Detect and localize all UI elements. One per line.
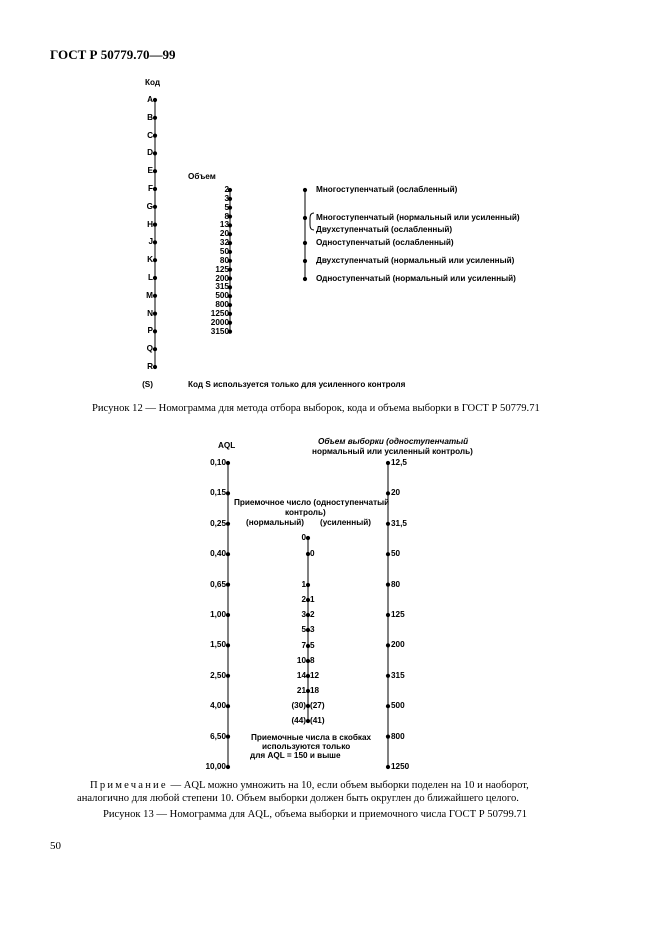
sample-tick — [386, 643, 390, 647]
page-number: 50 — [50, 840, 61, 852]
code-label: R — [147, 362, 153, 371]
acceptance-tightened-label: (усиленный) — [320, 518, 371, 527]
acceptance-note-line3: для AQL = 150 и выше — [250, 751, 341, 760]
code-label: C — [147, 130, 153, 140]
acceptance-tightened-value: 18 — [310, 686, 320, 695]
acceptance-tightened-value: (27) — [310, 701, 325, 710]
sample-tick — [386, 583, 390, 587]
code-label: L — [147, 273, 153, 282]
code-label: P — [147, 326, 153, 336]
size-axis-title: Объем — [188, 172, 216, 181]
aql-tick — [226, 643, 230, 647]
size-label: 8 — [224, 211, 229, 221]
aql-label: 4,00 — [210, 701, 226, 711]
sample-label: 200 — [391, 640, 405, 650]
aql-axis-title: AQL — [218, 441, 236, 450]
acceptance-normal-value: 14 — [296, 671, 306, 680]
sample-label: 20 — [391, 488, 401, 498]
code-label: N — [147, 308, 153, 318]
plan-label: Двухступенчатый (ослабленный) — [316, 225, 453, 234]
size-label: 50 — [219, 246, 229, 256]
code-label: H — [147, 219, 153, 229]
size-label: 32 — [219, 238, 229, 248]
sample-tick — [386, 461, 390, 465]
sample-tick — [386, 552, 390, 556]
acceptance-tightened-value: 5 — [310, 641, 315, 650]
sample-axis-title-line1: Объем выборки (одноступенчатый — [318, 437, 469, 446]
size-label: 20 — [219, 229, 229, 239]
note-label: Примечание — [90, 780, 168, 791]
code-label: J — [148, 237, 153, 247]
code-label: A — [147, 95, 153, 104]
code-label: E — [147, 166, 153, 176]
figure-12-caption: Рисунок 12 — Номограмма для метода отбора выборок, кода и объема выборки в ГОСТ Р 50779.71 — [92, 403, 540, 414]
size-label: 200 — [215, 273, 229, 283]
code-label: G — [146, 201, 153, 211]
acceptance-normal-value: 0 — [301, 533, 306, 542]
sample-tick — [386, 765, 390, 769]
size-label: 80 — [219, 255, 229, 265]
aql-tick — [226, 704, 230, 708]
sample-label: 125 — [391, 610, 405, 619]
acceptance-tightened-value: 2 — [310, 610, 315, 619]
acceptance-normal-label: (нормальный) — [246, 518, 304, 527]
code-s-note: Код S используется только для усиленного контроля — [188, 380, 406, 389]
sample-label: 12,5 — [391, 458, 407, 467]
size-label: 2000 — [210, 317, 229, 327]
figure-13-note-line1 — [90, 780, 529, 791]
sample-label: 80 — [391, 579, 401, 589]
size-label: 13 — [219, 220, 229, 230]
acceptance-tightened-value: 0 — [310, 549, 315, 558]
plan-label: Двухступенчатый (нормальный или усиленный) — [316, 256, 515, 265]
sample-tick — [386, 735, 390, 739]
acceptance-title-line2: контроль) — [285, 508, 326, 517]
acceptance-normal-value: 10 — [296, 656, 306, 665]
acceptance-normal-value: 7 — [301, 641, 306, 650]
size-label: 3 — [224, 193, 229, 203]
code-label: Q — [146, 344, 153, 354]
acceptance-tightened-value: (41) — [310, 716, 325, 725]
size-label: 125 — [215, 264, 229, 274]
aql-tick — [226, 552, 230, 556]
aql-label: 1,00 — [210, 610, 226, 619]
size-label: 315 — [215, 282, 229, 292]
plan-label: Одноступенчатый (ослабленный) — [316, 238, 454, 247]
acceptance-normal-value: 5 — [301, 625, 306, 634]
figure-13-caption: Рисунок 13 — Номограмма для AQL, объема выборки и приемочного числа ГОСТ Р 50799.71 — [103, 809, 527, 820]
code-label: B — [147, 112, 153, 122]
aql-tick — [226, 674, 230, 678]
size-label: 5 — [224, 202, 229, 212]
plan-label: Одноступенчатый (нормальный или усиленный) — [316, 274, 516, 283]
aql-tick — [226, 491, 230, 495]
size-label: 1250 — [210, 308, 229, 318]
figure-13-note-line2: аналогично для любой степени 10. Объем выборки должен быть округлен до ближайшего целого. — [77, 793, 519, 804]
acceptance-normal-value: (44) — [291, 716, 306, 725]
sample-tick — [386, 613, 390, 617]
acceptance-normal-value: 2 — [301, 595, 306, 604]
code-label: (S) — [142, 379, 153, 389]
aql-label: 6,50 — [210, 731, 226, 741]
sample-tick — [386, 522, 390, 526]
acceptance-tightened-value: 1 — [310, 595, 315, 604]
aql-tick — [226, 765, 230, 769]
sample-label: 500 — [391, 701, 405, 711]
sample-label: 31,5 — [391, 518, 407, 528]
sample-tick — [386, 674, 390, 678]
sample-tick — [386, 704, 390, 708]
aql-tick — [226, 735, 230, 739]
aql-tick — [226, 583, 230, 587]
size-label: 500 — [215, 291, 229, 301]
size-label: 2 — [224, 185, 229, 194]
aql-label: 0,40 — [210, 549, 226, 559]
sample-label: 800 — [391, 731, 405, 741]
acceptance-tightened-value: 3 — [310, 625, 315, 634]
code-label: M — [146, 290, 153, 300]
aql-label: 1,50 — [210, 640, 226, 650]
acceptance-normal-value: 1 — [301, 580, 306, 589]
size-label: 3150 — [210, 326, 229, 336]
sample-tick — [386, 491, 390, 495]
aql-tick — [226, 522, 230, 526]
acceptance-title-line1: Приемочное число (одноступенчатый — [234, 498, 390, 507]
aql-tick — [226, 613, 230, 617]
acceptance-normal-value: (30) — [291, 701, 306, 710]
sample-axis-title-line2: нормальный или усиленный контроль) — [312, 447, 473, 456]
aql-label: 2,50 — [210, 670, 226, 680]
code-label: K — [147, 255, 153, 265]
size-label: 800 — [215, 300, 229, 310]
code-label: F — [147, 184, 153, 193]
aql-tick — [226, 461, 230, 465]
acceptance-note-line2: используются только — [262, 742, 351, 751]
document-header: ГОСТ Р 50779.70—99 — [50, 47, 176, 62]
aql-label: 0,25 — [210, 518, 226, 528]
note-text-1: — AQL можно умножить на 10, если объем выборки поделен на 10 и наоборот, — [167, 780, 529, 791]
sample-label: 50 — [391, 549, 401, 559]
aql-label: 0,10 — [210, 458, 226, 467]
acceptance-note-line1: Приемочные числа в скобках — [251, 733, 372, 742]
acceptance-tightened-value: 8 — [310, 656, 315, 665]
aql-label: 0,15 — [210, 488, 226, 498]
code-label: D — [147, 148, 153, 158]
acceptance-tick — [306, 583, 310, 587]
acceptance-normal-value: 21 — [296, 686, 306, 695]
plan-label: Многоступенчатый (ослабленный) — [316, 185, 458, 194]
aql-label: 10,00 — [205, 762, 226, 771]
acceptance-tick — [306, 536, 310, 540]
acceptance-normal-value: 3 — [301, 610, 306, 619]
sample-label: 315 — [391, 670, 405, 680]
plan-label: Многоступенчатый (нормальный или усиленный) — [316, 213, 520, 222]
sample-label: 1250 — [391, 762, 410, 771]
code-axis-title: Код — [145, 78, 161, 87]
aql-label: 0,65 — [210, 579, 226, 589]
acceptance-tightened-value: 12 — [310, 671, 320, 680]
